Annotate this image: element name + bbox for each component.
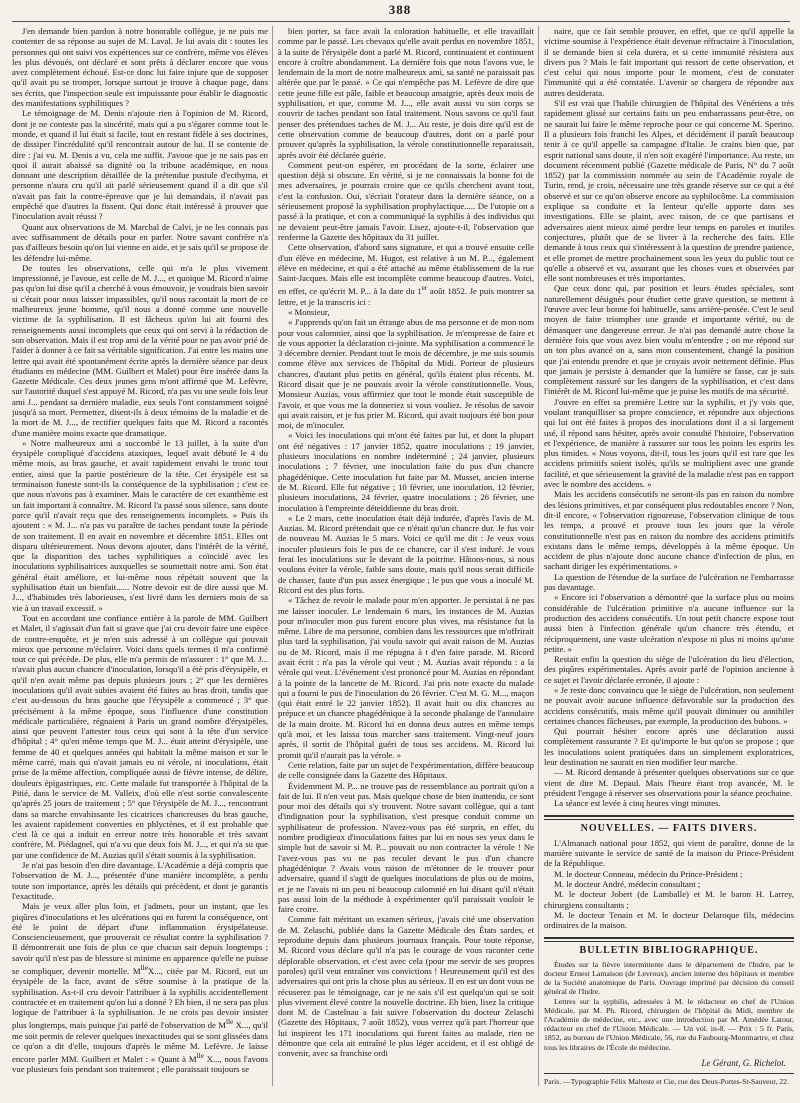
footer-rule xyxy=(544,1073,794,1074)
column-1 xyxy=(12,26,268,1096)
paragraph: bien porter, sa face avait la coloration habituelle, et elle travaillait comme par le passé. Les chevaux qu'elle avait perdus en novembre 1851, à la suite de l'érysipèle dont a parlé M. Ricord, continuaient et continuent encore à croître abondamment. La dernière fois que nous l'avons vue, le lendemain de la mort de notre malheureux ami, sa santé ne paraissait pas altérée que par le passé. » Ce qui n'empêche pas M. Lefèvre de dire que cette jeune fille est pâle, faible et beaucoup amaigrie, après deux mois de syphilisation, et que, comme M. J..., elle avait aussi vu son corps se couvrir de taches pendant son fatal traitement. Nous savons ce qu'il faut penser des prétendues taches de M. J... Au reste, je dois dire qu'il est de cette observation comme de beaucoup d'autres, dont on a parlé pour prouver qu'après la syphilisation, la vérole constitutionnelle reparaissait, après avoir été déclarée guérie. xyxy=(278,26,534,160)
paragraph: S'il est vrai que l'habile chirurgien de l'hôpital des Vénériens a très rapidement glissé sur certains faits un peu embarrassans peut-être, on ne saurait lui faire le même reproche pour ce qui concerne M. Sperino. Il a plusieurs fois franchi les Alpes, et décidément il paraît beaucoup tenir à ce qu'il appelle sa campagne d'Italie. Je crains bien que, par esprit national sans doute, il n'en soit exagéré l'importance. Au reste, un document récemment publié (Gazette médicale de Paris, N° du 7 août 1852) par la commission nommée au sein de l'Académie royale de Turin, rend, je crois, nécessaire une très grande réserve sur ce qui a été observé et sur ce qu'on observe encore au syphilocôme. La commission explique sa conduite et la lenteur qu'elle apporte dans ses investigations. Elle se plaint, avec raison, de ce que partisans et adversaires aient mieux aimé perdre leur temps en paroles et inutiles conjectures, plutôt que de se livrer à la recherche des faits. Elle demande à tous ceux qui s'intéressent à la question de prendre patience, et elle promet de mettre prochainement sous les yeux du public tout ce qu'elle a observé et vu, assurant que les choses vues et observées par elle sont nombreuses et très importantes. xyxy=(544,98,794,284)
news-paragraph: M. le docteur Tenain et M. le docteur Delaroque fils, médecins ordinaires de la maison. xyxy=(544,909,794,931)
paragraph: Je n'ai pas besoin d'en dire davantage. L'Académie a déjà compris que l'observation de M. J..., présentée d'une manière incomplète, a perdu toute son importance, après les détails qui précèdent, et dont je garantis l'exactitude. xyxy=(12,860,268,901)
paragraph: « Le 2 mars, cette inoculation était déjà indurée, d'après l'avis de M. Auzias. M. Ricord prétendait que ce n'était qu'un chancre dur. Je fus voir de nouveau M. Auzias le 5 mars. Voici ce qu'il me dit : Je veux vous inoculer plusieurs fois le pus de ce chancre, car il s'est induré. Je vous ferai les inoculations sur le devant de la poitrine. Hâtons-nous, si nous voulons éviter la vérole, faible sans doute, mais qu'il nous serait difficile de chasser, faute d'un pus assez énergique ; le pus que vous a inoculé M. Ricord est des plus forts. xyxy=(278,512,534,595)
news-paragraph: M. le docteur Conneau, médecin du Prince-Président ; xyxy=(554,868,743,879)
paragraph: Restait enfin la question du siège de l'ulcération du lieu d'élection, des piqûres expérimentales. Après avoir parlé de l'opinion ancienne à ce sujet et l'avoir déclarée erronée, il ajoute : xyxy=(544,654,794,685)
paragraph: Cette relation, faite par un sujet de l'expérimentation, diffère beaucoup de celle consignée dans la Gazette des Hôpitaux. xyxy=(278,759,534,781)
paragraph: De toutes les observations, celle qui m'a le plus vivement impressionné, je l'avoue, est celle de M. J..., et quoique M. Ricord n'aime pas qu'on lui dise qu'il a cherché à vous émouvoir, je voudrais bien savoir si c'était pour nous laisser impassibles, qu'il nous racontait la mort de ce malheureux jeune homme, qu'il nous a donné comme une nouvelle victime de la syphilisation. Il est fâcheux qu'on lui ait fourni des renseignements aussi incomplets que ceux qui ont servi à la rédaction de son observation. Mais il est trop ami de la vérité pour ne pas avoir prié de l'aider à donner à ce fait sa véritable signification. J'ai entre les mains une lettre qui avait été spontanément écrite après la dernière séance par deux étudiants en médecine (MM. Guilbert et Malet) pour être insérée dans la Gazette Médicale. Ces deux jeunes gens m'ont affirmé que M. Lefèvre, sur l'autorité duquel s'est appuyé M. Ricord, n'a pas vu une seule fois leur ami J... pendant sa dernière maladie, eux seuls l'ont constamment soigné jusqu'à sa mort. Permettez, disent-ils à deux témoins de la maladie et de la mort de M. J..., de rectifier quelques faits que M. Ricord a racontés d'une manière moins exacte que dramatique. xyxy=(12,262,268,438)
printer-imprint: Paris. —Typographie Félix Malteste et Cie, rue des Deux-Portes-St-Sauveur, 22. xyxy=(544,1077,789,1087)
news-paragraph: M. le docteur André, médecin consultant ; xyxy=(554,879,701,890)
paragraph: Que ceux donc qui, par position et leurs études spéciales, sont naturellement désignés pour étudier cette grave question, se mettent à l'œuvre avec leur bonne foi habituelle, sans arrière-pensée. C'est le seul moyen de faire triompher une grande et importante vérité, ou de démasquer une dangereuse erreur. Je n'ai pas demandé autre chose la dernière fois que vous avez bien voulu m'entendre ; on me répond sur un ton plus avancé on a, sans mon consentement, changé la position que j'ai entendu prendre et que je croyais avoir nettement définie. Plus que jamais je persiste à demander que la lumière se fasse, car je suis complètement rassuré sur les dangers de la syphilisation, et c'est dans l'intérêt de M. Ricord lui-même que je puise les motifs de ma sécurité. xyxy=(544,283,794,397)
bibliography-list xyxy=(544,960,794,1052)
paragraph: naire, que ce fait semble prouver, en effet, que ce qu'il appelle la victime soumise à l'expérience était devenue réfractaire à l'inoculation, il se demande bien si cela durera, et si cette immunité résistera aux divers pus ? Mais le fait important qui ressort de cette observation, et c'est celui qui nous importe pour le moment, c'est de constater l'immunité qui a été constatée. L'avenir se chargera de répondre aux autres desiderata. xyxy=(544,26,794,98)
paragraph: J'ouvre en effet sa première Lettre sur la syphilis, et j'y vois que, voulant tranquilliser sa propre conscience, et répondre aux objections qui lui ont été faites à propos des inoculations dont il a si largement usé, il répond sans hésiter, après avoir consulté l'histoire, l'observation et l'expérience, de manière à rassurer sur tous les points les esprits les plus timides. « Nous voyons, dit-il, tous les jours qu'il est rare que les accidens primitifs soient isolés, qu'ils se multiplient avec une grande facilité, et que sérieusement la gravité de la maladie n'est pas en rapport avec le nombre des accidens. » xyxy=(544,396,794,490)
paragraph: « Je reste donc convaincu que le siège de l'ulcération, non seulement ne pouvait avoir aucune influence défavorable sur la production des accidens consécutifs, mais même qu'il pouvait diminuer ou annihiler certaines chances fâcheuses, par exemple, la production des bubons. » xyxy=(544,685,794,726)
paragraph: Évidemment M. P... ne trouve pas de ressemblance au portrait qu'on a fait de lui. Il n'en veut pas. Mais quelque chose de bien inattendu, ce sont pour moi des détails qui s'y trouvent. Notre savant collègue, qui a tant d'indignation pour la syphilisation, s'est presque conduit comme un syphilisateur de profession. N'avez-vous pas été surpris, en effet, du nombre prodigieux d'inoculations faites par lui en nous ses yeux dans le simple but de savoir si M. P... pouvait ou non contracter la vérole ! Ne l'avez-vous pas vu ne pas reculer devant le pus d'un chancre phagédénique ? Avais vous raison de m'étonner de le trouver pour adversaire, quand il s'agit de quelques inoculations de plus ou de moins, et je ne l'avais ni un peu ni beaucoup calomnié en lui disant qu'il n'était pas aussi loin de la méthode à expérimenter qu'il paraissait vouloir le faire croire. xyxy=(278,780,534,915)
column-separator xyxy=(538,26,539,1086)
bibliography-entry: Lettres sur la syphilis, adressées à M. le rédacteur en chef de l'Union Médicale, par M. Ph. Ricord, chirurgien de l'hôpital du Midi, membre de l'Académie de médecine, etc., avec une introduction par M. Amédée Latour, rédacteur en chef de l'Union Médicale. — Un vol. in-8. — Prix : 5 fr. Paris, 1852, au bureau de l'Union Médicale, 56, rue du Faubourg-Montmartre, et chez tous les libraires de l'École de médecine. xyxy=(544,996,794,1052)
paragraph: « Monsieur, xyxy=(288,306,330,317)
paragraph: Tout en accordant une confiance entière à la parole de MM. Guilbert et Malet, il s'agissait d'un fait si grave que j'ai cru devoir faire une espèce de contre-enquête, et je m'en suis adressé à un collègue qui pouvait mieux que personne m'éclairer. Voici dans quels termes il m'a confirmé tout ce qui précède. De plus, elle m'a permis de m'assurer : 1° que M. J... n'avait plus aucun chancre d'inoculation, lorsqu'il a été pris d'érysipèle, et qu'il n'en avait même pas depuis plusieurs jours ; 2° que les dernières inoculations qu'il avait subies avaient été faites au bras droit, tandis que c'est au-dessous du bras gauche que l'érysipèle a commencé ; 3° que précisément à la même époque, sous l'influence d'une constitution médicale particulière, régnaient à Paris un grand nombre d'érysipèles, ainsi que peuvent l'attester tous ceux qui sont à la tête d'un service d'hôpital ; 4° qu'en même temps que M. J... était atteint d'érysipèle, une femme de 40 et quelques années qui habitait la même maison et sur le même carré, mais qui n'avait jamais eu ni vérole, ni inoculations, était prise de la même affection, compliquée aussi de fièvre intense, de délire, douleurs épigastriques, etc. Cette malade fut transportée à l'hôpital de la Pitié, dans le service de M. Valleix, d'où elle n'est sortie convalescente qu'après 25 jours de traitement ; 5° que l'érysipèle de M. J..., rencontrant dans sa marche envahissante les cicatrices chancreuses du bras gauche, les avaient rapidement converties en phlyctènes, et il est probable que c'est là ce qui a induit en erreur notre très honorable et très savant confrère, M. Piédagnel, qui n'a vu que deux fois M. J..., et qui n'a su que par une confidence de M. Auzias qu'il s'était soumis à la syphilisation. xyxy=(12,612,268,860)
paragraph: « Encore ici l'observation a démontré que la surface plus ou moins considérable de l'ulcération primitive n'a aucune influence sur la production des accidens consécutifs. Un tout petit chancre expose tout aussi bien à l'infection générale qu'un chancre très étendu, et réciproquement, une vaste ulcération n'expose ni plus ni moins qu'une petite. » xyxy=(544,592,794,654)
paragraph: Qui pourrait hésiter encore après une déclaration aussi complètement rassurante ? Et qu'importe le but qu'on se propose ; que les inoculations soient pratiquées dans un simplement exploratrices, leur destination ne saurait en rien modifier leur marche. xyxy=(544,726,794,768)
paragraph: « Notre malheureux ami a succombé le 13 juillet, à la suite d'un érysipèle compliqué d'accidens ataxiques, lequel avait débuté le 4 du même mois, au bras gauche, et avait rapidement envahi le tronc tout entier, ainsi que la partie postérieure de la tête. Cet érysipèle est sa terminaison funeste sont-ils la conséquence de la syphilisation ; c'est ce que nous n'avons pas à examiner. Mais le caractère de cet exanthème est un fait important à connaître. M. Ricord l'a passé sous silence, sans doute parce qu'il n'avait reçu que des renseignements incomplets. » Puis ils ajoutent : « M. J... n'a pas vu paraître de taches pendant toute la période de son traitement. Il en avait en novembre et décembre 1851. Elles ont disparu ultérieurement. Nous devons ajouter, dans l'intérêt de la vérité, que la disparition des taches syphilitiques a coïncidé avec les inoculations syphilisatrices auxquelles se soumettait notre ami. Son état général était améliore, et lui-même nous répétait souvent que la syphilisation était un bienfait...... Notre devoir est de dire aussi que M. J..., d'habitudes très laborieuses, s'est livré dans les derniers mois de sa vie à un travail excessif. » xyxy=(12,437,268,613)
bibliography-entry: Études sur la fièvre intermittente dans le département de l'Indre, par le docteur Ernest Lamaison (de Levroux), ancien interne des hôpitaux et membre de la Société anatomique de Paris. Ouvrage imprimé par décision du conseil général de l'Indre. xyxy=(544,959,794,997)
paragraph: J'en demande bien pardon à notre honorable collègue, je ne puis me contenter de sa réponse au sujet de M. Laval. Je lui avais dit : toutes les personnes qui ont suivi vos expériences sur ce confrère, même vos élèves les plus dévoués, ont déclaré et sont prêts à déclarer encore que vous avez complètement échoué. Est-ce donc lui faire injure que de supposer qu'il avait pu se tromper, lorsque surtout je trouve à chaque page, dans ses écrits, que l'inspection seule est impuissante pour établir le diagnostic des manifestations syphilitiques ? xyxy=(12,26,268,109)
paragraph: Quant aux observations de M. Marchal de Calvi, je ne les connais pas avec suffisamment de détails pour en parler. Notre savant confrère n'a pas d'ailleurs besoin qu'on lui vienne en aide, et je sais qu'il se propose de les défendre lui-même. xyxy=(12,221,268,263)
news-paragraph: M. le docteur Jobert (de Lamballe) et M. le baron H. Larrey, chirurgiens consultants ; xyxy=(544,889,794,910)
column-3 xyxy=(544,26,794,1096)
news-paragraph: L'Almanach national pour 1852, qui vient de paraître, donne de la manière suivante le service de santé de la maison du Prince-Président de la République. xyxy=(544,837,794,869)
paragraph: La question de l'étendue de la surface de l'ulcération ne l'embarrasse pas davantage. xyxy=(544,571,794,593)
paragraph: « J'apprends qu'on fait un étrange abus de ma personne et de mon nom pour vous calomnier, ainsi que la syphilisation. Je m'empresse de faire et de vous apporter la déclaration ci-jointe. Ma syphilisation a commencé le 3 décembre dernier. Pendant tout le mois de décembre, je me suis soumis comme élève aux services de l'hôpital du Midi. Porteur de plusieurs chancres, d'autant plus petits en général, qu'ils étaient plus récents. M. Ricord disait que je ne pouvais avoir la vérole constitutionnelle. Vous, Monsieur Auzias, vous affirmiez que tout le monde était susceptible de l'avoir, et que vous me la donneriez si vous vouliez. Je résolus de savoir qui avait raison, et je fus prier M. Ricord, qui avait toujours été bon pour moi, de m'inoculer. xyxy=(278,317,534,431)
section-divider xyxy=(544,815,794,820)
section-divider xyxy=(544,937,794,942)
paragraph: Comme fait méritant un examen sérieux, j'avais cité une observation de M. Zelaschi, publiée dans la Gazette Médicale des États sardes, et reproduite depuis dans plusieurs journaux français. Pour toute réponse, M. Ricord vous déclare qu'il n'a pas le courage de vous raconter cette déplorable observation, et c'est avec cela (pour me servir de ses propres paroles) qu'il veut entraîner vos convictions ! Heureusement qu'il est des adversaires qui ont pris la chose plus au sérieux. Il en est un dont vous ne récuserez pas le témoignage, car je ne sais s'il est quelqu'un qui se soit plus vivement élevé contre la nouvelle doctrine. Eh bien, lisez la critique dont M. de Castelnau a fait suivre l'observation du docteur Zelaschi (Gazette des Hôpitaux, 7 août 1852), vous verrez qu'à part l'horreur que lui inspirent les 171 inoculations qui furent faites au malade, rien ne démontre que cela ait entraîné le plus léger accident, et il est obligé de convenir, avec sa franchise ordi xyxy=(278,914,534,1059)
paragraph: — M. Ricord demande à présenter quelques observations sur ce que vient de dire M. Depaul. Mais l'heure étant trop avancée, M. le président l'engage à réserver ses observations pour la séance prochaine. xyxy=(544,767,794,798)
column-2 xyxy=(278,26,534,1096)
paragraph: Cette observation, d'abord sans signature, et qui a trouvé ensuite celle d'un élève en médecine, M. Hugot, est relative à un M. P..., également élève en médecine, et qui a été attaché au même établissement de la rue Saint-Jacques. Mais elle est incomplète comme beaucoup d'autres. Voici, en effet, ce qu'écrit M. P... à la date du 1er août 1852. Je puis montrer sa lettre, et je la transcris ici : xyxy=(278,242,534,307)
paragraph: Mais les accidens consécutifs ne seront-ils pas en raison du nombre des lésions primitives, et par conséquent plus redoutables encore ? Non, dit-il encore, « l'observation rigoureuse, l'observation clinique de tous les temps, a prouvé et prouve tous les jours que la vérole constitutionnelle n'est pas en raison du nombre des accidens primitifs existans dans le même temps, développés à la même époque. Un accident de plus n'ajoute donc aucune chance d'infection de plus, en sachant diriger les expérimentations. » xyxy=(544,489,794,572)
bibliography-section-title: BULLETIN BIBLIOGRAPHIQUE. xyxy=(579,944,759,956)
paragraph: « Tâchez de revoir le malade pour m'en apporter. Je persistai à ne pas me laisser inoculer. Le lendemain 6 mars, les instances de M. Auzias pour m'inoculer mon pus furent encore plus vives, ma résistance fut la même. Libre de ma personne, combien dans les ressources que m'offrirait plus tard la syphilisation, j'ai voulu savoir qui avait raison de M. Auzias ou de M. Ricord, mais il me répugna à t d'en faire parade. M. Ricord avait écrit : n'a pas la vérole qui veut ; M. Auzias avait répondu : a la vérole qui veut. L'événement s'est prononcé pour M. Auzias en répondant à la pointe de la lancette de M. Ricord. J'ai pris note exacte du malade qui a fourni le pus de l'inoculation du 26 février. C'est M. G. M..., maçon (qui était entré le 22 janvier 1852). Il avait huit ou dix chancres au prépuce et un chancre phagédénique à la seconde phalange de l'annulaire de la main droite. M. Ricord lui en donna deux autres en même temps qu'à moi, et les laissa tous marcher sans traitement. Vingt-neuf jours après, il sortit de l'hôpital guéri de tous ses accidens. M. Ricord lui promit qu'il n'aurait pas la vérole. » xyxy=(278,595,534,760)
paragraph: « Voici les inoculations qui m'ont été faites par lui, et dont la plupart ont été négatives : 17 janvier 1852, quatre inoculations ; 19 janvier, plusieurs inoculations en nombre indéterminé ; 24 janvier, plusieurs inoculations ; 7 février, une inoculation faite du pus d'un chancre phagédénique. Cette inoculation fut faite par M. Musset, ancien interne de M. Ricord. Elle fut négative ; 10 février, une inoculation, 12 février, plusieurs inoculations, 24 février, quatre inoculations ; 26 février, une inoculation à l'empreinte déteiddienne du bras droit. xyxy=(278,430,534,513)
paragraph: Le témoignage de M. Denis n'ajoute rien à l'opinion de M. Ricord, dont je ne conteste pas la sincérité, mais qui a pu s'égarer comme tout le monde, et quand il lui était si facile, tout en restant fidèle à ses doctrines, de dissiper l'incrédulité qu'il rencontrait autour de lui. Il se contente de dire : j'ai vu. M. Denis a vu, cela me suffit. J'avoue que je ne sais pas en quoi il aurait abaissé sa dignité ou la tribune académique, en nous donnant une description détaillée de la prétendue pustule d'ecthyma, et personne n'aura cru qu'il ait parlé sérieusement quand il a dit que s'il n'avait pas fait la contre-épreuve que je lui demandais, il n'avait pas empêché que d'autres la fissent. Qui donc était intéressé à prouver que l'inoculation avait réussi ? xyxy=(12,108,268,222)
paragraph: Mais je veux aller plus loin, et j'admets, pour un instant, que les piqûres d'inoculations et les ulcérations qui en furent la conséquence, ont été le point de départ d'une inflammation érysipélateuse. Consciencieusement, que prouverait ce résultat contre la syphilisation ? Il démontrerait une fois de plus ce que chacun sait depuis longtemps ; savoir qu'il n'est pas de blessure si minime en apparence qu'elle ne puisse se compliquer, devenir mortelle. $M^{lle}X$..., citée par M. Ricord, eut un érysipèle de la face, avant de s'être soumise à la pratique de la syphilisation. As-t-il cru devoir l'attribuer à la syphilis accidentellement contractée et en traitement qu'on lui a donné ? Eh bien, il ne sera pas plus logique de l'attribuer à la syphilisation. Je ne crois pas devoir insister plus longtemps, mais puisque j'ai parlé de l'observation de $M^{lle}$ X..., qu'il me soit permis de relever quelques inexactitudes qui se sont glissées dans ce qu'on a dit d'elle, toujours d'après le même M. Lefèvre. Je laisse encore parler MM. Guilbert et Malet : « Quant à $M^{lle}$ X..., nous l'avons vue plusieurs fois pendant son traitement ; elle paraissait toujours se xyxy=(12,901,268,1075)
header-rule xyxy=(12,21,790,22)
paragraph: Comment peut-on espérer, en procédant de la sorte, éclairer une question déjà si obscure. En vérité, si je ne connaissais la bonne foi de mes adversaires, je pourrais croire que ce qu'ils cherchent avant tout, c'est la confusion. Oui, s'écriait l'orateur dans la dernière séance, on a sérieusement proposé la syphilisation prophylactique..... De l'utopie on a passé à la pratique, et con a communiqué la syphilis à des individus qui ne devaient peut-être jamais l'avoir. Lisez, ajoute-t-il, l'observation que renferme la Gazette des hôpitaux du 31 juillet. xyxy=(278,159,534,242)
news-section-title: NOUVELLES. — FAITS DIVERS. xyxy=(580,822,758,834)
page-number: 388 xyxy=(388,2,412,17)
paragraph: La séance est levée à cinq heures vingt minutes. xyxy=(554,798,721,809)
column-separator xyxy=(272,26,273,1086)
manager-signature: Le Gérant, G. Richelot. xyxy=(701,1057,786,1068)
